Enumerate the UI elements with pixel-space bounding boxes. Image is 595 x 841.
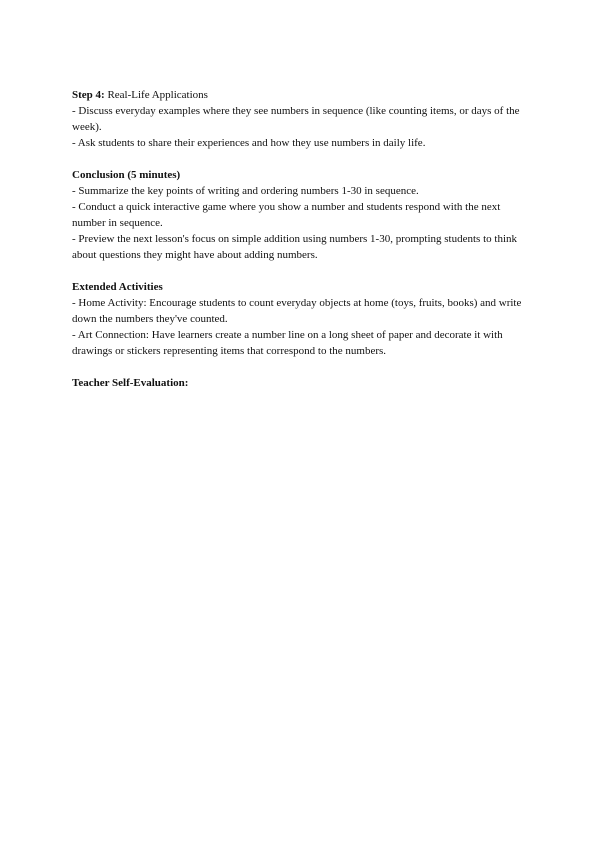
extended-activity-item: - Home Activity: Encourage students to count everyday objects at home (toys, fruits, books) and write down the numbers they've counted. [72,297,522,325]
extended-activity-item: - Art Connection: Have learners create a number line on a long sheet of paper and decorate it with drawings or stickers representing items that correspond to the numbers. [72,329,503,357]
conclusion-item: - Summarize the key points of writing and ordering numbers 1-30 in sequence. [72,185,419,197]
step4-item: - Discuss everyday examples where they see numbers in sequence (like counting items, or days of the week). [72,105,520,133]
step4-item: - Ask students to share their experiences and how they use numbers in daily life. [72,137,426,149]
conclusion-item: - Preview the next lesson's focus on simple addition using numbers 1-30, prompting students to think about questions they might have about adding numbers. [72,233,517,261]
step4-label: Step 4: [72,89,105,101]
extended-activities-section [72,279,524,359]
step4-section [72,87,524,151]
step4-heading-line [72,87,524,103]
conclusion-section [72,167,524,263]
document-content [72,87,524,407]
conclusion-heading: Conclusion (5 minutes) [72,169,181,181]
self-evaluation-heading: Teacher Self-Evaluation: [72,377,189,389]
self-evaluation-section [72,375,524,391]
conclusion-item: - Conduct a quick interactive game where you show a number and students respond with the next number in sequence. [72,201,501,229]
step4-title: Real-Life Applications [107,89,208,101]
extended-activities-heading: Extended Activities [72,281,163,293]
